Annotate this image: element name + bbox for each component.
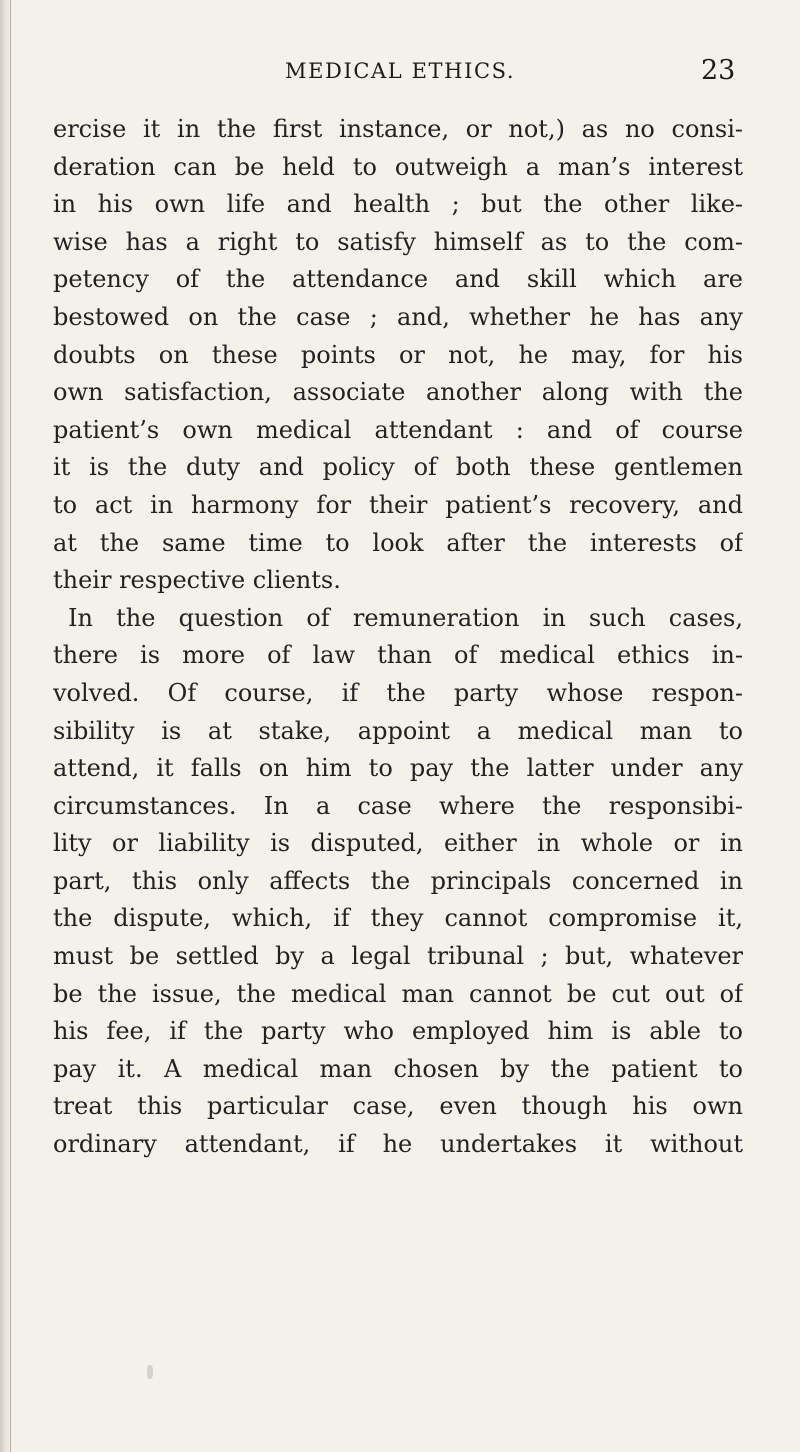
text-line: the dispute, which, if they cannot compromise it,: [53, 904, 743, 933]
text-line: there is more of law than of medical ethics in-: [53, 641, 743, 670]
text-line: at the same time to look after the interests of: [53, 528, 743, 557]
text-line: sibility is at stake, appoint a medical man to: [53, 716, 743, 745]
text-line: be the issue, the medical man cannot be cut out of: [53, 979, 743, 1008]
text-line: pay it. A medical man chosen by the patient to: [53, 1054, 743, 1083]
text-line: ordinary attendant, if he undertakes it without: [53, 1130, 743, 1159]
text-line: part, this only affects the principals concerned in: [53, 866, 743, 895]
page-number: 23: [701, 55, 736, 86]
text-line: patient’s own medical attendant : and of course: [53, 415, 743, 444]
text-line: their respective clients.: [53, 566, 341, 595]
text-line: volved. Of course, if the party whose respon-: [53, 678, 743, 707]
paper-blemish: [147, 1365, 153, 1379]
text-line: In the question of remuneration in such cases,: [68, 603, 743, 632]
text-line: petency of the attendance and skill which are: [53, 265, 743, 294]
text-line: ercise it in the first instance, or not,) as no consi-: [53, 115, 743, 143]
text-line: doubts on these points or not, he may, for his: [53, 340, 743, 369]
running-title: MEDICAL ETHICS.: [285, 59, 516, 83]
text-line: treat this particular case, even though his own: [53, 1092, 743, 1121]
text-line: it is the duty and policy of both these gentlemen: [53, 453, 743, 482]
text-line: attend, it falls on him to pay the latter under any: [53, 754, 743, 783]
body-text: [53, 111, 743, 1164]
page-edge-line: [10, 0, 11, 1452]
text-line: his fee, if the party who employed him is able to: [53, 1017, 743, 1046]
running-head: [0, 55, 800, 95]
text-line: must be settled by a legal tribunal ; but, whatever: [53, 942, 743, 971]
text-line: lity or liability is disputed, either in whole or in: [53, 829, 743, 858]
text-line: wise has a right to satisfy himself as to the com-: [53, 227, 743, 256]
text-line: deration can be held to outweigh a man’s interest: [53, 152, 743, 181]
text-line: bestowed on the case ; and, whether he has any: [53, 302, 743, 331]
text-line: in his own life and health ; but the other like-: [53, 190, 743, 219]
text-line: to act in harmony for their patient’s recovery, and: [53, 490, 743, 519]
text-line: own satisfaction, associate another along with the: [53, 378, 743, 407]
text-line: circumstances. In a case where the responsibi-: [53, 791, 743, 820]
